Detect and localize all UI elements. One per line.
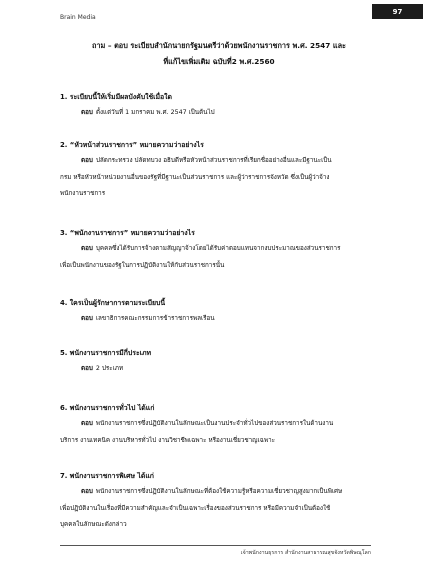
answer-7 [60,484,370,534]
question-4: 4. ใครเป็นผู้รักษาการตามระเบียบนี้ [60,299,166,307]
answer-2 [60,153,370,203]
answer-label: ตอบ [81,365,93,372]
answer-label: ตอบ [81,315,93,322]
answer-7-line-3: บุคคลในลักษณะดังกล่าว [60,521,127,528]
qa-item-6 [60,403,370,449]
answer-6-line-1: พนักงานราชการซึ่งปฏิบัติงานในลักษณะเป็นงานประจำทั่วไปของส่วนราชการในด้านงาน [95,420,334,427]
document-title-line2: ที่แก้ไขเพิ่มเติม ฉบับที่2 พ.ศ.2560 [163,57,275,66]
qa-item-5 [60,348,370,378]
answer-6-line-2: บริการ งานเทคนิค งานบริหารทั่วไป งานวิชาชีพเฉพาะ หรืองานเชี่ยวชาญเฉพาะ [60,436,276,444]
answer-label: ตอบ [81,109,93,116]
answer-4 [60,311,370,328]
answer-3-line-1: บุคคลซึ่งได้รับการจ้างตามสัญญาจ้างโดยได้รับค่าตอบแทนจากงบประมาณของส่วนราชการ [95,245,341,252]
question-2: 2. “หัวหน้าส่วนราชการ” หมายความว่าอย่างไร [60,141,204,149]
page-footer [60,545,371,557]
answer-7-line-1: พนักงานราชการซึ่งปฏิบัติงานในลักษณะที่ต้องใช้ความรู้หรือความเชี่ยวชาญสูงมากเป็นพิเศษ [95,488,343,495]
answer-3-line-2: เพื่อเป็นพนักงานของรัฐในการปฏิบัติงานให้กับส่วนราชการนั้น [60,261,225,269]
answer-label: ตอบ [81,420,93,427]
question-1: 1. ระเบียบนี้ให้เริ่มมีผลบังคับใช้เมื่อใด [60,93,173,101]
question-6: 6. พนักงานราชการทั่วไป ได้แก่ [60,404,155,412]
qa-item-1 [60,92,370,122]
answer-label: ตอบ [81,488,93,495]
question-5: 5. พนักงานราชการมีกี่ประเภท [60,349,152,357]
answer-5-line-1: 2 ประเภท [95,365,124,372]
answer-1-line-1: ตั้งแต่วันที่ 1 มกราคม พ.ศ. 2547 เป็นต้นไป [95,109,215,116]
header-brand: Brain Media [60,14,96,21]
answer-2-line-1: ปลัดกระทรวง ปลัดทบวง อธิบดีหรือหัวหน้าส่วนราชการที่เรียกชื่ออย่างอื่นและมีฐานะเป็น [95,157,332,164]
answer-7-line-2: เพื่อปฏิบัติงานในเรื่องที่มีความสำคัญและจำเป็นเฉพาะเรื่องของส่วนราชการ หรือมีความจำเป็นต้องใช้ [60,504,331,512]
question-7: 7. พนักงานราชการพิเศษ ได้แก่ [60,472,154,480]
qa-item-4 [60,298,370,328]
answer-1 [60,105,370,122]
qa-item-2 [60,140,370,203]
qa-item-7 [60,471,370,534]
answer-5 [60,361,370,378]
footer-text: เจ้าพนักงานธุรการ สำนักงานสาธารณสุขจังหวัดพิษณุโลก [240,550,371,556]
answer-2-line-3: พนักงานราชการ [60,190,106,197]
answer-4-line-1: เลขาธิการคณะกรรมการข้าราชการพลเรือน [95,315,215,322]
page-number: 97 [372,4,423,19]
answer-2-line-2: กรม หรือหัวหน้าหน่วยงานอื่นของรัฐที่มีฐานะเป็นส่วนราชการ และผู้ว่าราชการจังหวัด ซึ่งเป็นผู้ว่าจ้าง [60,173,330,181]
qa-item-3 [60,228,370,274]
answer-3 [60,241,370,274]
answer-label: ตอบ [81,157,93,164]
answer-label: ตอบ [81,245,93,252]
answer-6 [60,416,370,449]
question-3: 3. “พนักงานราชการ” หมายความว่าอย่างไร [60,229,195,237]
document-title-line1: ถาม – ตอบ ระเบียบสำนักนายกรัฐมนตรีว่าด้วยพนักงานราชการ พ.ศ. 2547 และ [92,41,346,50]
